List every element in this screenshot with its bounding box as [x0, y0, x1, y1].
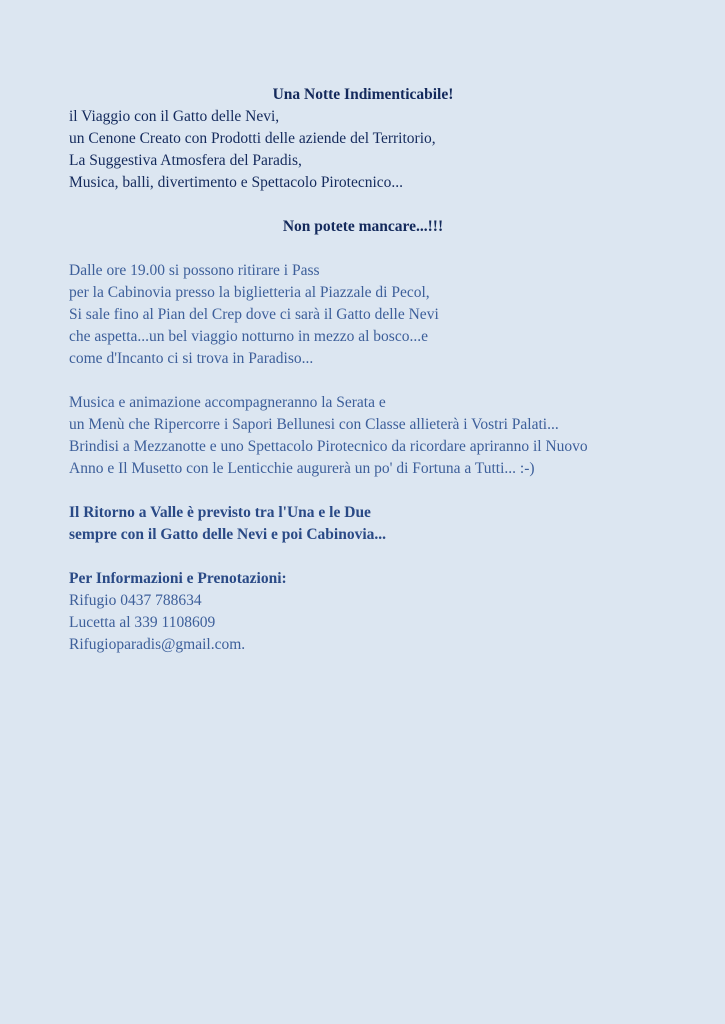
spacer — [69, 194, 669, 216]
info-section — [69, 568, 669, 656]
callout-section — [69, 216, 669, 238]
return-line: sempre con il Gatto delle Nevi e poi Cabinovia... — [69, 526, 387, 543]
event-title: Una Notte Indimenticabile! — [272, 86, 454, 103]
pass-line: Dalle ore 19.00 si possono ritirare i Pass — [69, 262, 320, 279]
info-email: Rifugioparadis@gmail.com. — [69, 636, 246, 653]
return-line: Il Ritorno a Valle è previsto tra l'Una e le Due — [69, 504, 371, 521]
document-body — [69, 84, 669, 656]
info-heading: Per Informazioni e Prenotazioni: — [69, 570, 287, 587]
intro-line: La Suggestiva Atmosfera del Paradis, — [69, 152, 302, 169]
intro-line: il Viaggio con il Gatto delle Nevi, — [69, 108, 280, 125]
evening-section — [69, 392, 669, 480]
info-phone-lucetta: Lucetta al 339 1108609 — [69, 614, 216, 631]
intro-section — [69, 84, 669, 194]
spacer — [69, 370, 669, 392]
spacer — [69, 546, 669, 568]
callout-text: Non potete mancare...!!! — [282, 218, 444, 235]
spacer — [69, 480, 669, 502]
pass-line: come d'Incanto ci si trova in Paradiso... — [69, 350, 314, 367]
pass-line: che aspetta...un bel viaggio notturno in mezzo al bosco...e — [69, 328, 428, 345]
evening-line: Musica e animazione accompagneranno la Serata e — [69, 394, 386, 411]
info-phone-rifugio: Rifugio 0437 788634 — [69, 592, 202, 609]
pass-section — [69, 260, 669, 370]
intro-line: un Cenone Creato con Prodotti delle aziende del Territorio, — [69, 130, 436, 147]
pass-line: Si sale fino al Pian del Crep dove ci sarà il Gatto delle Nevi — [69, 306, 439, 323]
evening-line: un Menù che Ripercorre i Sapori Bellunesi con Classe allieterà i Vostri Palati... — [69, 416, 559, 433]
evening-line: Anno e Il Musetto con le Lenticchie augurerà un po' di Fortuna a Tutti... :-) — [69, 460, 535, 477]
evening-line: Brindisi a Mezzanotte e uno Spettacolo Pirotecnico da ricordare apriranno il Nuovo — [69, 438, 588, 455]
return-section — [69, 502, 669, 546]
intro-line: Musica, balli, divertimento e Spettacolo Pirotecnico... — [69, 174, 404, 191]
pass-line: per la Cabinovia presso la biglietteria al Piazzale di Pecol, — [69, 284, 430, 301]
spacer — [69, 238, 669, 260]
